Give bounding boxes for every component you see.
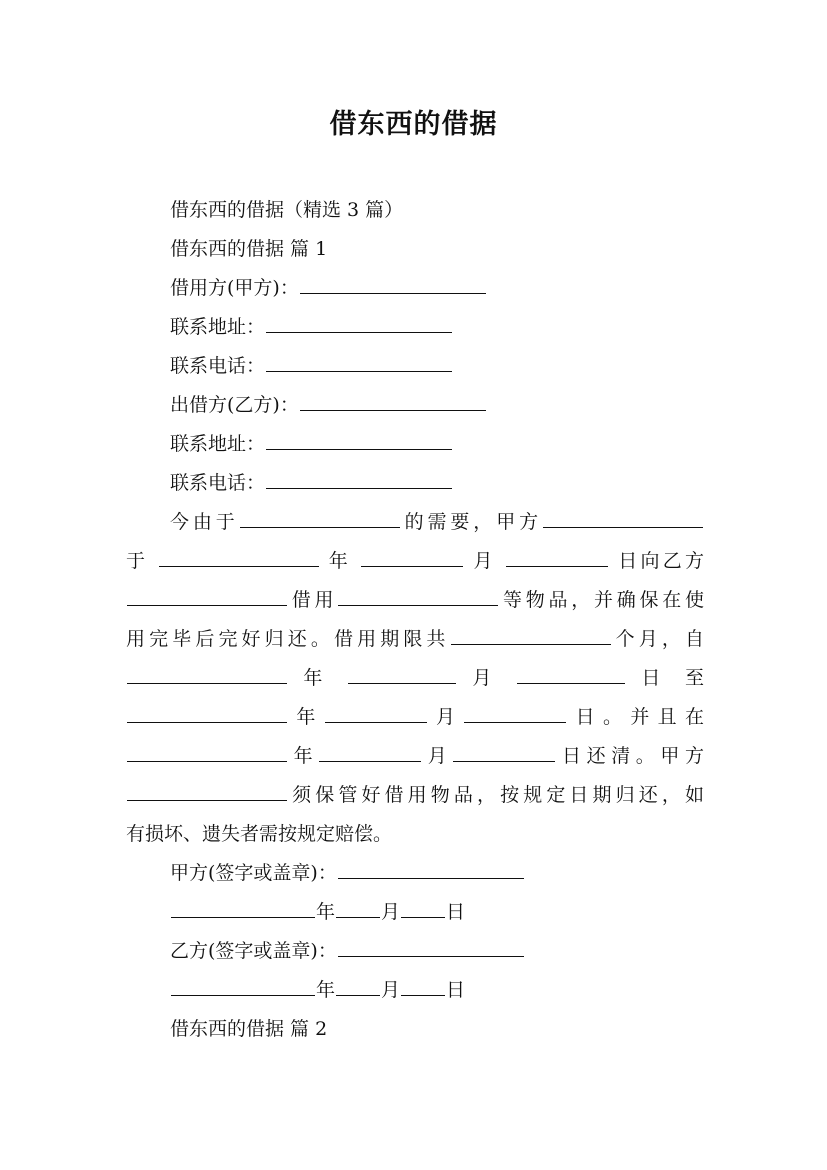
blank <box>127 799 287 801</box>
phone-blank <box>266 370 452 372</box>
borrower-address-field <box>170 313 704 341</box>
body-text: 至 <box>684 667 704 689</box>
blank <box>240 526 400 528</box>
party-b-date-field <box>170 976 704 1004</box>
blank <box>127 721 287 723</box>
body-text: 日还清。甲方 <box>556 745 704 767</box>
body-text: 月 <box>473 550 496 572</box>
body-text: 年 <box>288 745 319 767</box>
section-heading-2: 借东西的借据 篇 2 <box>170 1018 328 1040</box>
body-line-2 <box>126 547 704 575</box>
lender-phone-field <box>170 469 704 497</box>
blank <box>159 565 319 567</box>
address-blank <box>266 331 452 333</box>
blank <box>338 604 498 606</box>
phone-label: 联系电话： <box>170 472 266 494</box>
party-a-sign-field <box>170 859 704 887</box>
blank <box>319 760 421 762</box>
blank <box>506 565 608 567</box>
blank <box>127 760 287 762</box>
phone-label: 联系电话： <box>170 355 266 377</box>
blank <box>517 682 625 684</box>
borrower-blank <box>300 292 486 294</box>
lender-blank <box>300 409 486 411</box>
party-a-sign-blank <box>338 877 524 879</box>
body-text: 日 <box>641 667 670 689</box>
address-label: 联系地址： <box>170 316 266 338</box>
intro-line: 借东西的借据（精选 3 篇） <box>170 199 404 221</box>
phone-blank <box>266 487 452 489</box>
borrower-field <box>170 274 704 302</box>
blank <box>543 526 703 528</box>
body-text: 于 <box>126 550 149 572</box>
day-label: 日 <box>446 979 466 1001</box>
address-label: 联系地址： <box>170 433 266 455</box>
body-text: 月 <box>427 706 464 728</box>
body-line-8 <box>126 781 704 809</box>
blank <box>453 760 555 762</box>
body-text: 今由于 <box>170 511 239 533</box>
year-blank <box>171 994 315 996</box>
body-text: 用完毕后完好归还。借用期限共 <box>126 628 450 650</box>
body-text: 等物品，并确保在使 <box>499 589 704 611</box>
body-line-3 <box>126 586 704 614</box>
body-line-7 <box>126 742 704 770</box>
blank <box>464 721 566 723</box>
body-line-5 <box>126 664 704 692</box>
body-line-9: 有损坏、遗失者需按规定赔偿。 <box>126 823 393 845</box>
body-text: 年 <box>303 667 332 689</box>
blank <box>325 721 427 723</box>
document-title: 借东西的借据 <box>329 109 498 140</box>
month-blank <box>336 994 380 996</box>
body-text: 月 <box>472 667 501 689</box>
body-text: 个月，自 <box>611 628 704 650</box>
day-blank <box>401 994 445 996</box>
party-a-sign-label: 甲方(签字或盖章)： <box>170 862 337 884</box>
body-text: 年 <box>328 550 351 572</box>
day-label: 日 <box>446 901 466 923</box>
blank <box>127 604 287 606</box>
day-blank <box>401 916 445 918</box>
body-text: 年 <box>288 706 324 728</box>
body-text: 须保管好借用物品，按规定日期归还，如 <box>288 784 704 806</box>
blank <box>348 682 456 684</box>
borrower-phone-field <box>170 352 704 380</box>
party-b-sign-label: 乙方(签字或盖章)： <box>170 940 337 962</box>
month-label: 月 <box>381 979 401 1001</box>
body-text: 的需要，甲方 <box>400 511 542 533</box>
blank <box>451 643 611 645</box>
body-line-1 <box>170 508 704 536</box>
blank <box>127 682 287 684</box>
blank <box>361 565 463 567</box>
party-a-date-field <box>170 898 704 926</box>
party-b-sign-field <box>170 937 704 965</box>
address-blank <box>266 448 452 450</box>
body-text: 借用 <box>288 589 338 611</box>
year-label: 年 <box>316 979 336 1001</box>
body-text: 月 <box>422 745 453 767</box>
lender-address-field <box>170 430 704 458</box>
month-blank <box>336 916 380 918</box>
body-line-6 <box>126 703 704 731</box>
lender-label: 出借方(乙方)： <box>170 394 299 416</box>
body-line-4 <box>126 625 704 653</box>
year-blank <box>171 916 315 918</box>
body-text: 日向乙方 <box>618 550 704 572</box>
party-b-sign-blank <box>338 955 524 957</box>
borrower-label: 借用方(甲方)： <box>170 277 299 299</box>
section-heading-1: 借东西的借据 篇 1 <box>170 238 328 260</box>
month-label: 月 <box>381 901 401 923</box>
body-text: 日。并且在 <box>567 706 704 728</box>
year-label: 年 <box>316 901 336 923</box>
lender-field <box>170 391 704 419</box>
